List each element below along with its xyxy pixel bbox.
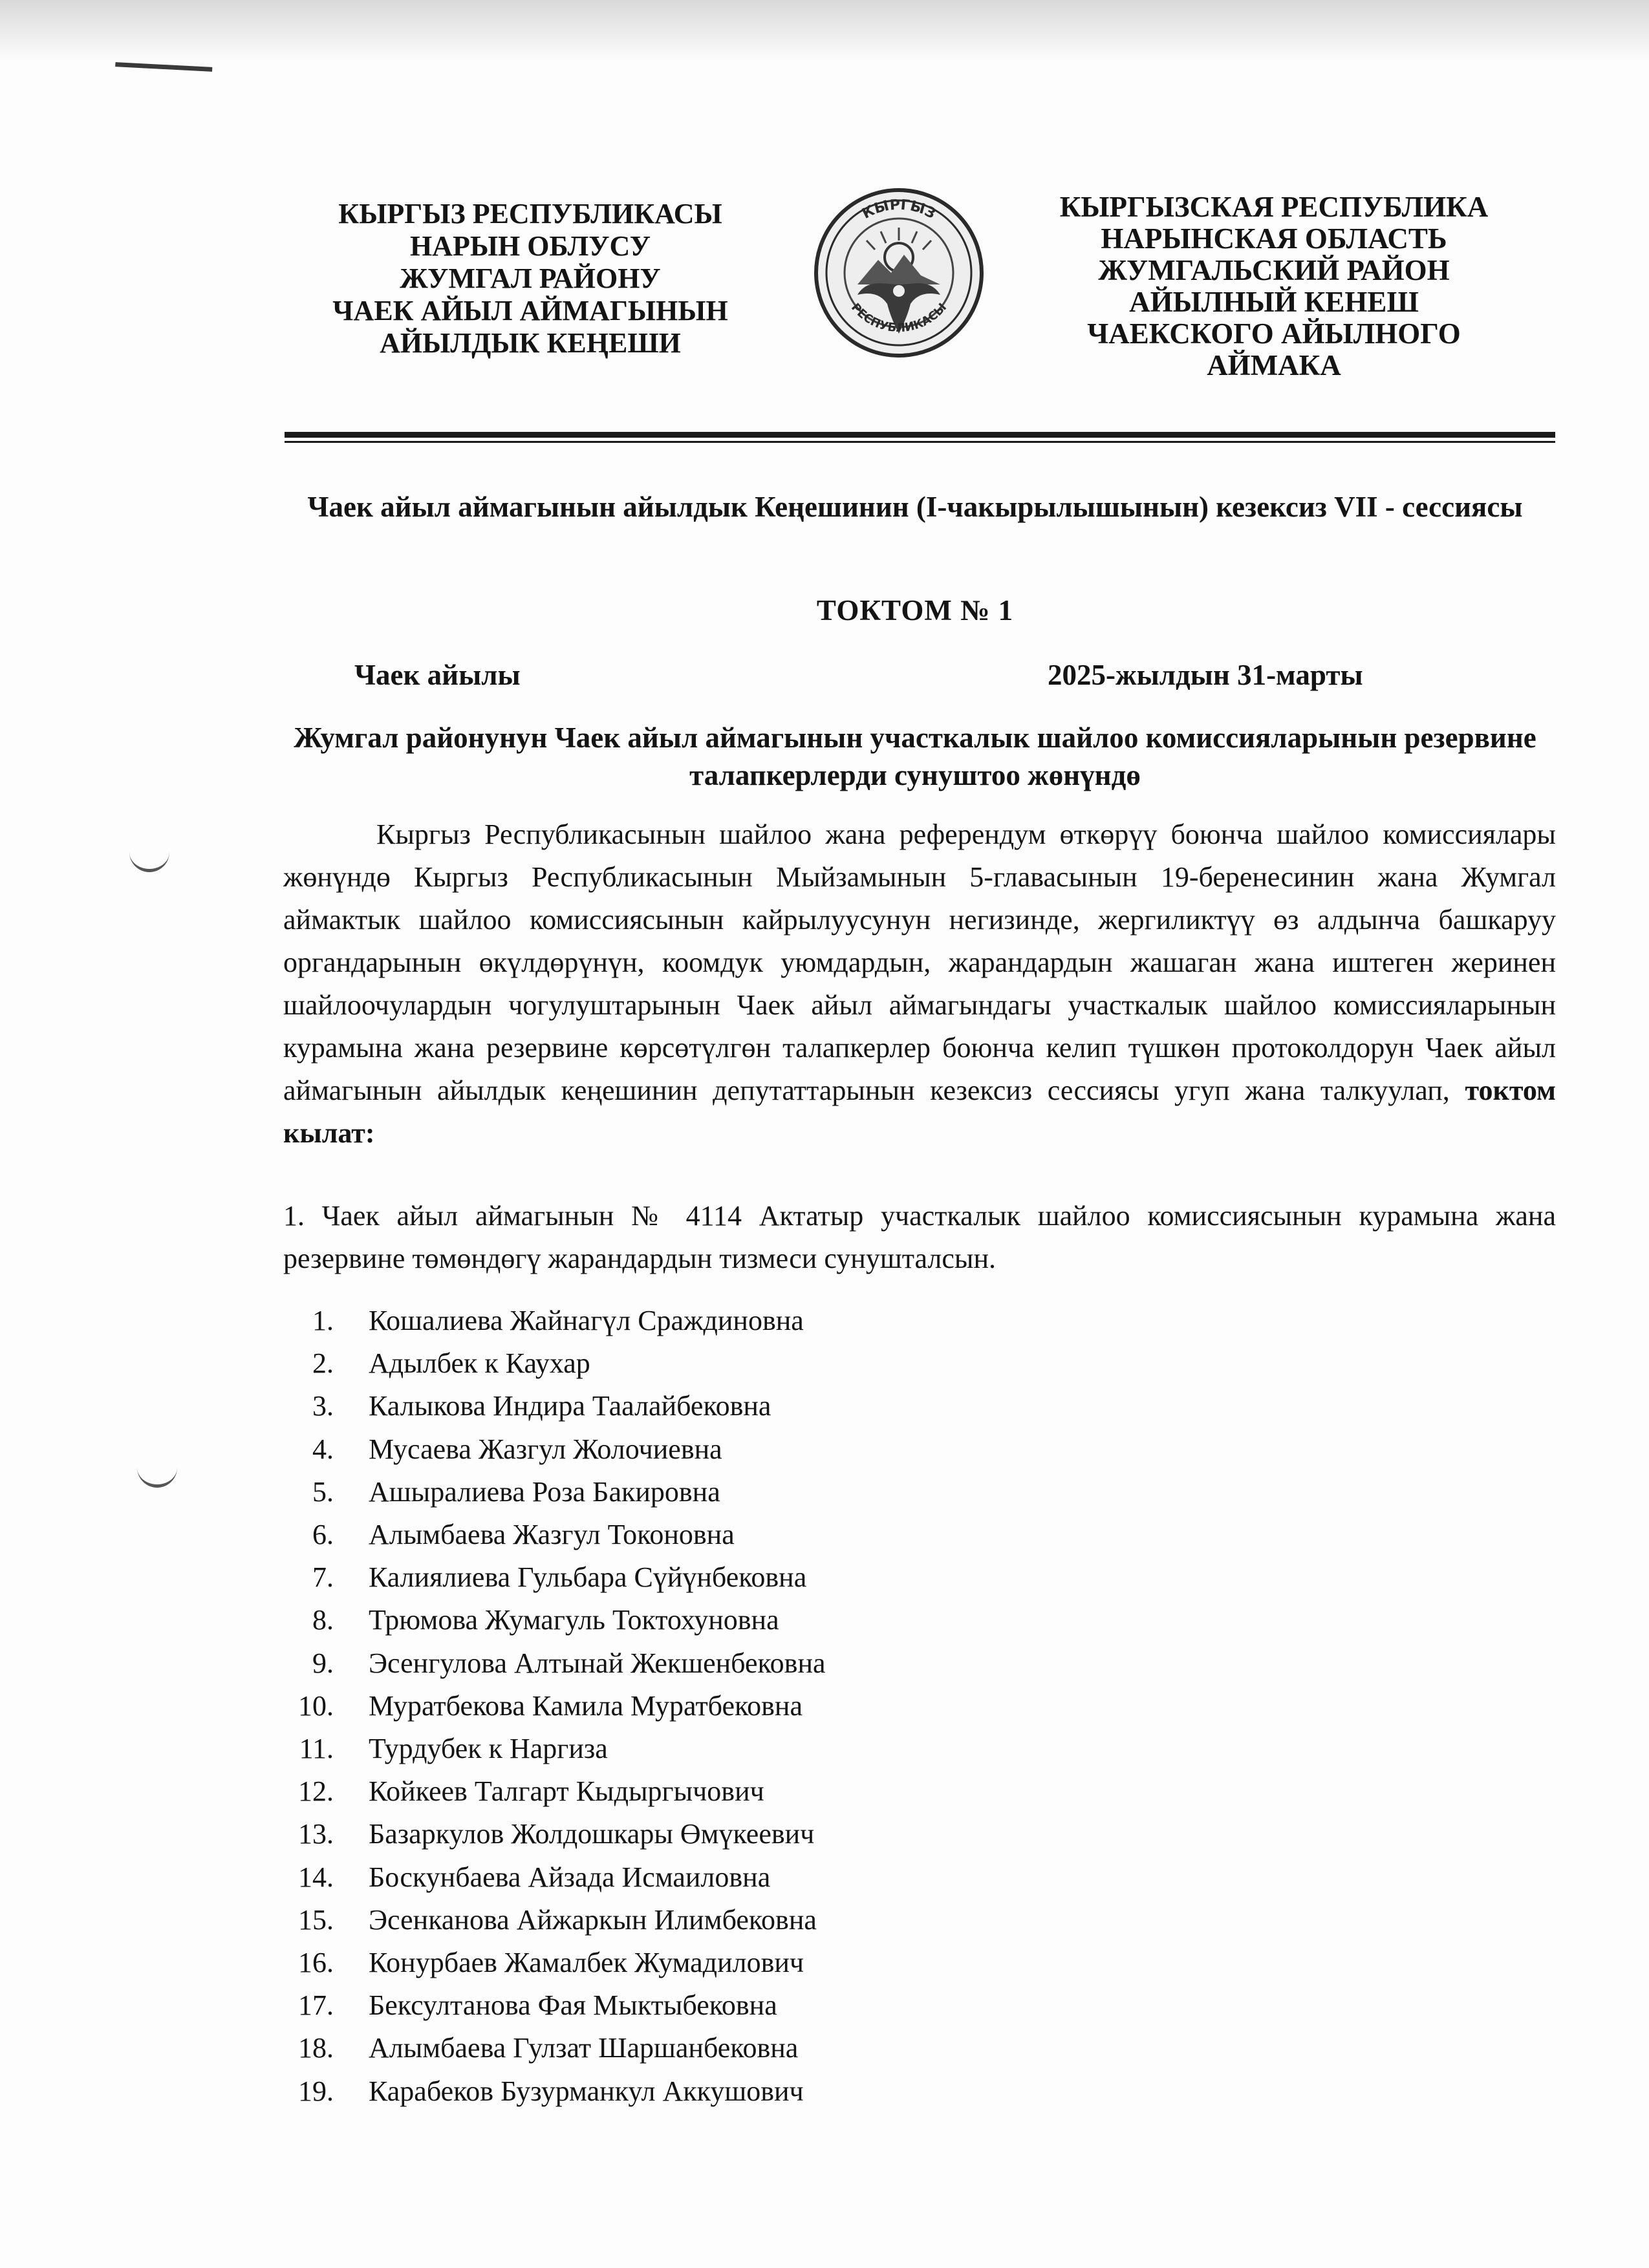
preamble-resolution: токтом кылат: <box>283 1075 1557 1149</box>
list-item-number: 14. <box>298 1861 334 1893</box>
list-item-number: 4. <box>312 1433 334 1465</box>
letterhead-line: АЙЫЛНЫЙ КЕНЕШ <box>1129 286 1419 318</box>
list-item-number: 18. <box>298 2032 334 2064</box>
list-item-name: Калыкова Индира Таалайбековна <box>369 1390 771 1422</box>
scan-corner-mark <box>115 62 213 78</box>
list-item-name: Эсенканова Айжаркын Илимбековна <box>369 1903 817 1936</box>
letterhead-line: КЫРГЫЗСКАЯ РЕСПУБЛИКА <box>1059 191 1489 223</box>
list-item-name: Конурбаев Жамалбек Жумадилович <box>369 1947 804 1979</box>
list-item-name: Трюмова Жумагуль Токтохуновна <box>369 1604 779 1636</box>
preamble-paragraph <box>283 813 1556 1155</box>
list-item-name: Эсенгулова Алтынай Жекшенбековна <box>369 1647 826 1679</box>
list-item <box>283 1642 1189 1685</box>
punch-hole-mark <box>137 1468 177 1488</box>
list-item <box>283 1300 1189 1342</box>
list-item-number: 15. <box>298 1903 334 1936</box>
candidate-list <box>283 1300 1189 2113</box>
kyrgyz-state-emblem-icon <box>802 187 996 359</box>
list-item-number: 17. <box>298 1989 334 2022</box>
list-item-number: 12. <box>298 1775 334 1808</box>
resolution-item-1: 1. Чаек айыл аймагынын № 4114 Актатыр участкалык шайлоо комиссиясынын курамына жана резервине төмөндөгү жарандардын тизмеси сунушталсын. <box>283 1200 1556 1274</box>
issue-date: 2025-жылдын 31-марты <box>1048 659 1363 691</box>
list-item-number: 5. <box>312 1475 334 1508</box>
list-item-name: Алымбаева Жазгул Токоновна <box>369 1519 735 1551</box>
list-item-name: Базаркулов Жолдошкары Өмүкеевич <box>369 1818 815 1850</box>
letterhead-line: ЧАЕКСКОГО АЙЫЛНОГО <box>1087 317 1461 350</box>
list-item-number: 6. <box>312 1519 334 1551</box>
list-item-number: 3. <box>312 1390 334 1422</box>
preamble-text: Кыргыз Республикасынын шайлоо жана референдум өткөрүү боюнча шайлоо комиссиялары жөнүндө Кыргыз Республикасынын Мыйзамынын 5-главасынын 19-беренесинин жана Жумгал аймактык шайлоо комиссиясынын кайрылуусунун негизинде, жергиликтүү өз алдынча башкаруу органдарынын өкүлдөрүнүн, коомдук уюмдардын, жарандардын жашаган жана иштеген жеринен шайлоочулардын чогулуштарынын Чаек айыл аймагындагы участкалык шайлоо комиссияларынын курамына жана резервине көрсөтүлгөн талапкерлер боюнча келип түшкөн протоколдорун Чаек айыл аймагынын айылдык кеңешинин депутаттарынын кезексиз сессиясы угуп жана талкуулап, <box>283 818 1556 1106</box>
list-item-name: Койкеев Талгарт Кыдыргычович <box>369 1775 764 1808</box>
list-item <box>283 1685 1189 1728</box>
list-item <box>283 1514 1189 1556</box>
list-item-number: 9. <box>312 1647 334 1679</box>
letterhead-line: НАРЫНСКАЯ ОБЛАСТЬ <box>1101 222 1447 255</box>
list-item <box>283 2027 1189 2070</box>
list-item-number: 19. <box>298 2075 334 2107</box>
letterhead-divider <box>285 432 1555 438</box>
list-item <box>283 1385 1189 1428</box>
list-item-number: 16. <box>298 1947 334 1979</box>
list-item-name: Мусаева Жазгул Жолочиевна <box>369 1433 722 1465</box>
letterhead-line: ЧАЕК АЙЫЛ АЙМАГЫНЫН <box>332 295 728 326</box>
list-item <box>283 1813 1189 1856</box>
list-item-name: Карабеков Бузурманкул Аккушович <box>369 2075 804 2107</box>
list-item <box>283 1728 1189 1770</box>
list-item <box>283 1471 1189 1514</box>
session-title: Чаек айыл аймагынын айылдык Кеңешинин (I-чакырылышынын) кезексиз VII - сессиясы <box>307 491 1523 523</box>
list-item-name: Ашыралиева Роза Бакировна <box>369 1475 720 1508</box>
letterhead-kyrgyz <box>304 198 757 359</box>
list-item <box>283 1428 1189 1471</box>
list-item <box>283 2070 1189 2113</box>
list-item-name: Кошалиева Жайнагүл Сраждиновна <box>369 1305 804 1336</box>
decree-title: ТОКТОМ № 1 <box>816 594 1014 626</box>
letterhead-line: НАРЫН ОБЛУСУ <box>409 230 651 262</box>
list-item-number: 10. <box>298 1689 334 1722</box>
list-item <box>283 1342 1189 1385</box>
list-item <box>283 1984 1189 2027</box>
list-item <box>283 1770 1189 1813</box>
list-item <box>283 1856 1189 1899</box>
letterhead-line: АЙЫЛДЫК КЕҢЕШИ <box>380 327 681 359</box>
letterhead-line: КЫРГЫЗ РЕСПУБЛИКАСЫ <box>338 198 722 230</box>
list-item-name: Адылбек к Каухар <box>369 1347 590 1380</box>
list-item-number: 8. <box>312 1604 334 1636</box>
letterhead-line: ЖУМГАЛ РАЙОНУ <box>400 262 661 294</box>
list-item-name: Бексултанова Фая Мыктыбековна <box>369 1989 777 2022</box>
letterhead-divider-thin <box>285 441 1555 443</box>
list-item <box>283 1599 1189 1642</box>
list-item-name: Муратбекова Камила Муратбековна <box>369 1689 803 1722</box>
letterhead-line: АЙМАКА <box>1207 349 1341 381</box>
list-item-number: 2. <box>312 1347 334 1380</box>
list-item-number: 1. <box>312 1305 334 1336</box>
emblem-text-top: КЫРГЫЗ <box>859 197 938 222</box>
emblem-text-bottom: РЕСПУБЛИКАСЫ <box>848 301 950 336</box>
list-item-name: Алымбаева Гулзат Шаршанбековна <box>369 2032 799 2064</box>
list-item <box>283 1556 1189 1599</box>
list-item-name: Калиялиева Гульбара Сүйүнбековна <box>369 1561 807 1594</box>
list-item-number: 11. <box>299 1733 334 1765</box>
list-item <box>283 1899 1189 1942</box>
list-item-number: 13. <box>298 1818 334 1850</box>
list-item-number: 7. <box>312 1561 334 1594</box>
letterhead-russian <box>1022 191 1526 381</box>
list-item-name: Боскунбаева Айзада Исмаиловна <box>369 1861 771 1893</box>
list-item-name: Турдубек к Наргиза <box>369 1733 608 1765</box>
scan-shadow <box>0 0 1649 61</box>
place-of-issue: Чаек айылы <box>354 659 521 691</box>
list-item <box>283 1942 1189 1984</box>
letterhead-line: ЖУМГАЛЬСКИЙ РАЙОН <box>1098 254 1450 286</box>
decree-subject: Жумгал районунун Чаек айыл аймагынын участкалык шайлоо комиссияларынын резервине талапкерлерди сунуштоо жөнүндө <box>294 722 1536 791</box>
punch-hole-mark <box>129 852 169 872</box>
